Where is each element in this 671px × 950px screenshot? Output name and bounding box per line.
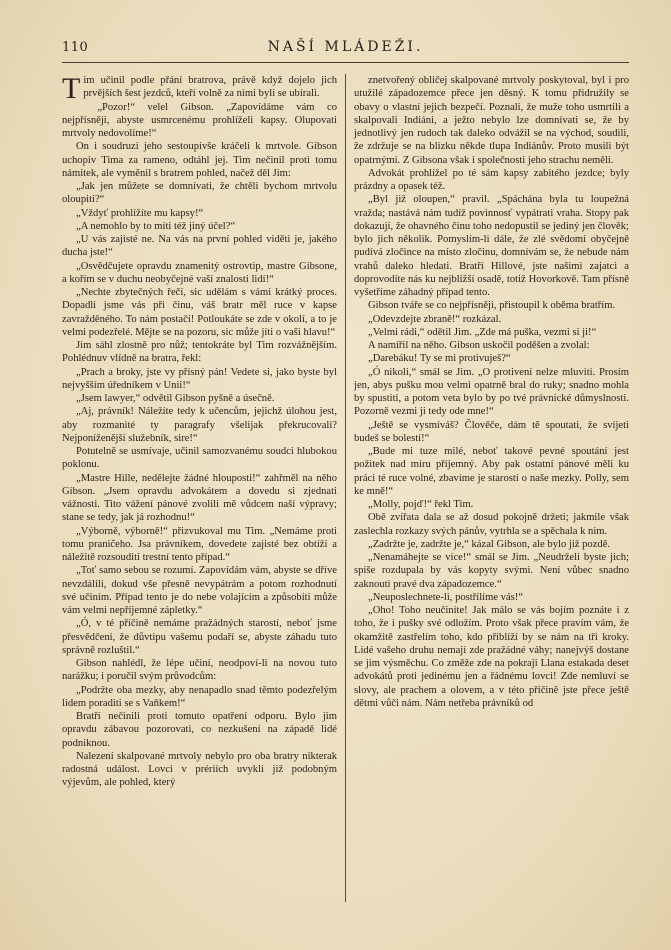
paragraph-text: „Oho! Toho neučiníte! Jak málo se vás bojím poznáte i z toho, že i pušky své odložím. Proto však přece pravím vám, že okamžitě zastřelím toho, kdo přiblíží by se nám na tři kroky. Lidé vašeho druhu nemají zde pražádné váhy; nanejvýš dostane se jim výsměchu. Co změže zde na pokraji Llana estakada deset advokátů proti jedinému jen a řádnému lovci! Zde nemluví se slovy, ale prachem a olovem, a v této příčině jste přece ještě dětmi vůči nám. Nám netřeba právníků od (354, 605, 629, 709)
paragraph (62, 140, 337, 180)
paragraph (354, 74, 629, 167)
paragraph (354, 591, 629, 604)
page-number: 110 (62, 40, 89, 55)
paragraph (354, 445, 629, 498)
paragraph-text: „Neuposlechnete-li, postřílíme vás!“ (368, 591, 524, 603)
paragraph (62, 286, 337, 339)
paragraph-text: „Osvědčujete opravdu znamenitý ostrovtip, mastre Gibsone, a kořím se v duchu neobyčejné vaší znalosti lidí!“ (62, 260, 337, 285)
paragraph-text: „Ó nikoli,“ smál se Jim. „O protivení nelze mluviti. Prosím jen, abys pušku mou velmi opatrně bral do ruky; snadno mohla by spustiti, a potom veta bylo by po tvé právnické důmyslnosti. Pozorně vezmi ji tedy ode mne!“ (354, 366, 629, 418)
left-column (62, 74, 345, 902)
paragraph (62, 392, 337, 405)
paragraph (354, 326, 629, 339)
paragraph (62, 750, 337, 790)
journal-title: NAŠÍ MLÁDEŽI. (267, 39, 424, 55)
paragraph-text: „Pozor!“ velel Gibson. „Zapovídáme vám co nejpřísněji, abyste usmrcenému prohlíželi kapsy. Olupovati mrtvoly nedovolíme!“ (62, 101, 337, 139)
paragraph (354, 498, 629, 511)
paragraph (354, 193, 629, 299)
paragraph-text: Obě zvířata dala se až dosud pokojně držeti; jakmile však zaslechla rozkazy svých pánův, vytrhla se a spěchala k nim. (354, 512, 629, 537)
paragraph-text: „Jsem lawyer,“ odvětil Gibson pyšně a úsečně. (76, 393, 275, 404)
paragraph-text: Potutelně se usmívaje, učinil samozvanému soudci hlubokou poklonu. (62, 446, 337, 471)
paragraph (354, 604, 629, 710)
paragraph-text: Gibson nahlédl, že lépe učiní, neodpoví-li na novou tuto narážku; i poručil svým průvodcům: (62, 658, 337, 683)
paragraph-text: „Podržte oba mezky, aby nenapadlo snad těmto podezřelým lidem poraditi se s Vaňkem!“ (62, 684, 337, 709)
paragraph (62, 207, 337, 220)
paragraph (62, 220, 337, 233)
paragraph (354, 366, 629, 419)
paragraph-text: Advokát prohlížel po té sám kapsy zabitého jezdce; byly prázdny a opasek též. (354, 167, 629, 192)
paragraph-text: „A nemohlo by to míti též jiný účel?“ (76, 220, 236, 232)
paragraph-text: A namířil na něho. Gibson uskočil poděšen a zvolal: (368, 340, 590, 351)
paragraph-text: Gibson tváře se co nejpřísněji, přistoupil k oběma bratřím. (368, 300, 616, 312)
paragraph (62, 710, 337, 750)
paragraph-text: Nalezení skalpované mrtvoly nebylo pro oba bratry nikterak radostná událost. Lovci v prériích uvykli již podobným výjevům, ale pohled, který (62, 750, 337, 789)
paragraph-text: „Velmi rádi,“ odětil Jim. „Zde má puška, vezmi si ji!“ (368, 326, 597, 338)
paragraph-text: „Ještě se vysmíváš? Člověče, dám tě spoutati, že svíjeti budeš se bolestí!“ (354, 419, 629, 444)
paragraph (354, 551, 629, 591)
paragraph-text: „Nenamáhejte se více!“ smál se Jim. „Neudrželi byste jich; spíše rozdupala by vás kopyty svými. Není vůbec snadno zaknouti pravé dva západozemce.“ (354, 552, 629, 590)
paragraph-text: im učinil podle přání bratrova, právě když dojelo jich prvějších šest jezdců, kteří volně za nimi byli se ubírali. (83, 75, 337, 100)
paragraph (62, 617, 337, 657)
right-column (346, 74, 629, 902)
paragraph (354, 339, 629, 352)
paragraph-text: „Zadržte je, zadržte je,“ kázal Gibson, ale bylo již pozdě. (368, 538, 611, 550)
paragraph (354, 352, 629, 365)
paragraph-text: „Nechte zbytečných řečí, sic udělám s vámi krátký proces. Dopadli jsme vás při činu, váš bratr měl ruce v kapse zavražděného. To nám postačí! Potloukáte se zde v okolí, a to je velmi podezřelé. Mějte se na pozoru, sic může jíti o vaši hlavu!“ (62, 287, 337, 338)
paragraph (354, 299, 629, 312)
paragraph (62, 657, 337, 684)
paragraph-text: „U vás zajisté ne. Na vás na první pohled viděti je, jakého ducha jste!“ (62, 234, 337, 259)
paragraph (62, 74, 337, 105)
paragraph (62, 180, 337, 207)
paragraph-text: „Jak jen můžete se domnívati, že chtěli bychom mrtvolu oloupiti?“ (62, 181, 337, 206)
paragraph (354, 167, 629, 194)
paragraph-text: On i soudruzi jeho sestoupivše kráčeli k mrtvole. Gibson uchopiv Tima za rameno, odtáhl jej. Tim nečinil proti tomu námitek, ale vyměnil s bratrem pohled, načež děl Jim: (62, 141, 337, 179)
paragraph (62, 445, 337, 472)
paragraph-text: Bratří nečinili proti tomuto opatření odporu. Bylo jim opravdu zábavou pozorovati, co nezkušení na západě lidé podniknou. (62, 711, 337, 749)
article-body (62, 74, 629, 902)
paragraph-text: „Bude mi tuze milé, neboť takové pevné spoutání jest požitek nad míru příjemný. Aby pak ostatní pánové měli ku práci té ruce volné, zbavíme je starosti o naše mezky. Polly, sem ke mně!“ (354, 446, 629, 497)
paragraph (62, 101, 337, 141)
paragraph-text: „Výborně, výborně!“ přizvukoval mu Tim. „Nemáme proti tomu pranic̆eho. Jsa právníkem, dovedete zajisté bez obtíží a náležitě rozsouditi trestní tento případ.“ (62, 525, 337, 563)
paragraph-text: „Prach a broky, jste vy přísný pán! Vedete si, jako byste byl nejvyšším úředníkem v Unii!“ (62, 366, 337, 391)
paragraph (62, 564, 337, 617)
paragraph-text: „Byl již oloupen,“ pravil. „Spáchána byla tu loupežná vražda; nastává nám tudíž povinnosť vypátrati vraha. Stopy pak dokazují, že ohavného činu toho nedopustil se jediný jen člověk; bylo jich několik. Pomyslím-li dále, že zlé svědomí obyčejně pudívá zločince na místo zločinu, domnívám se, že nebude nám vrahů daleko hledati. Bratří Hillové, jste našimi zajatci a doprovodíte nás ku nejbližší osadě, totiž Hovorkově. Tam přísně vyšetříme záhadný případ tento. (354, 194, 629, 298)
paragraph-text: „Darebáku! Ty se mi protivuješ?“ (368, 353, 511, 365)
paragraph (62, 233, 337, 260)
paragraph-text: Jim sáhl zlostně pro nůž; tentokráte byl Tim rozvážnějším. Pohlédnuv vlídně na bratra, řekl: (62, 340, 337, 365)
paragraph-text: „Toť samo sebou se rozumí. Zapovídám vám, abyste se dříve nevzdálili, dokud vše přesně nevypátrám a potom rozhodnutí své učiním. Případ tento je do nebe volajícím a způsobiti může vám velmi nepříjemné zápletky.“ (62, 565, 337, 616)
paragraph (354, 313, 629, 326)
paragraph-text: „Ó, v té příčině nemáme pražádných starostí, neboť jsme přesvědčeni, že důvtipu vašemu podaří se, abyste záhadu tuto správně rozluštil.“ (62, 618, 337, 656)
paragraph-text: „Aj, právník! Náležíte tedy k učencům, jejichž úlohou jest, aby rozmanité ty paragrafy všelijak překrucovali? Nejponíženější služebník, sire!“ (62, 406, 337, 444)
paragraph-text: „Odevzdejte zbraně!“ rozkázal. (368, 313, 502, 325)
paragraph (62, 339, 337, 366)
paragraph (62, 260, 337, 287)
paragraph-text: znetvořený obličej skalpované mrtvoly poskytoval, byl i pro utužilé západozemce přece jen děsný. K tomu přidružily se obavy o vlastní jejich bezpečí. Poznali, že muže toho usmrtili a skalpovali Indiáni, a ježto nebylo lze domnívati se, že by jednotlivý jen rudoch tak daleko odvážil se na východ, soudili, že zdržuje se na blízku někde tlupa Indiánův. Proto musili být opatrnými. Z Gibsona však i společnosti jeho strachu neměli. (354, 75, 629, 166)
paragraph (62, 684, 337, 711)
paragraph (62, 405, 337, 445)
paragraph (62, 525, 337, 565)
page-header (62, 38, 629, 63)
paragraph (62, 366, 337, 393)
paragraph-text: „Molly, pojď!“ řekl Tim. (368, 499, 474, 510)
drop-cap: T (62, 74, 81, 105)
paragraph (62, 472, 337, 525)
paragraph (354, 511, 629, 538)
paragraph (354, 538, 629, 551)
paragraph-text: „Mastre Hille, nedělejte žádné hlouposti!“ zahřměl na něho Gibson. „Jsem opravdu advokátem a dovedu si zjednati vážnosti. Tito vážení pánové zvolili mě vůdcem naší výpravy; stane se tedy, jak já rozhodnu!“ (62, 472, 337, 524)
paragraph (354, 419, 629, 446)
paragraph-text: „Vždyť prohlížíte mu kapsy!“ (76, 207, 204, 219)
